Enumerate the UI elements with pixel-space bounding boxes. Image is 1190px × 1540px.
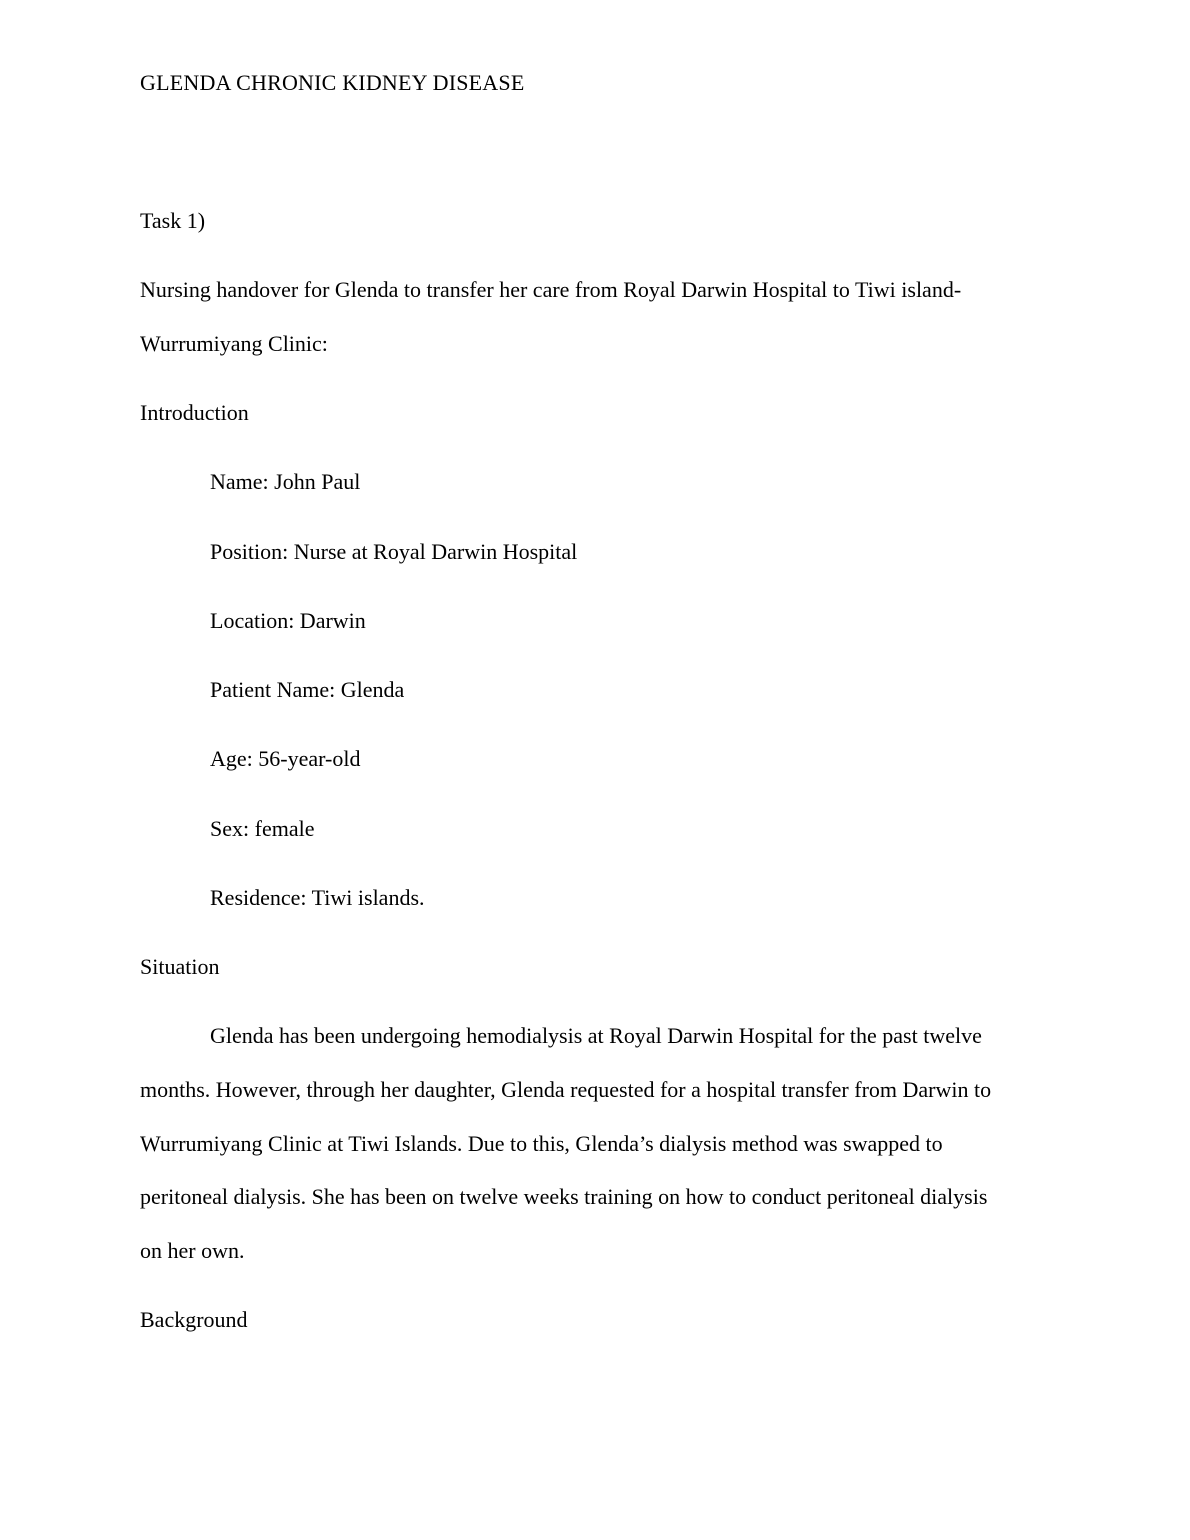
running-head: GLENDA CHRONIC KIDNEY DISEASE [140, 70, 525, 95]
field-patient-name: Patient Name: Glenda [210, 677, 405, 702]
task-label: Task 1) [140, 208, 206, 233]
background-heading: Background [140, 1307, 248, 1332]
situation-line-2: months. However, through her daughter, Glenda requested for a hospital transfer from Darwin to [140, 1077, 992, 1102]
field-residence: Residence: Tiwi islands. [210, 885, 425, 910]
situation-line-3: Wurrumiyang Clinic at Tiwi Islands. Due to this, Glenda’s dialysis method was swapped to [140, 1131, 943, 1156]
field-age: Age: 56-year-old [210, 746, 361, 771]
task-title-line-2: Wurrumiyang Clinic: [140, 331, 328, 356]
situation-line-1: Glenda has been undergoing hemodialysis at Royal Darwin Hospital for the past twelve [210, 1023, 982, 1048]
task-title-line-1: Nursing handover for Glenda to transfer her care from Royal Darwin Hospital to Tiwi island- [140, 277, 962, 302]
field-name: Name: John Paul [210, 469, 361, 494]
field-sex: Sex: female [210, 816, 315, 841]
field-location: Location: Darwin [210, 608, 366, 633]
situation-heading: Situation [140, 954, 220, 979]
field-position: Position: Nurse at Royal Darwin Hospital [210, 539, 578, 564]
situation-line-5: on her own. [140, 1238, 245, 1263]
introduction-heading: Introduction [140, 400, 249, 425]
situation-line-4: peritoneal dialysis. She has been on twelve weeks training on how to conduct peritoneal dialysis [140, 1184, 988, 1209]
